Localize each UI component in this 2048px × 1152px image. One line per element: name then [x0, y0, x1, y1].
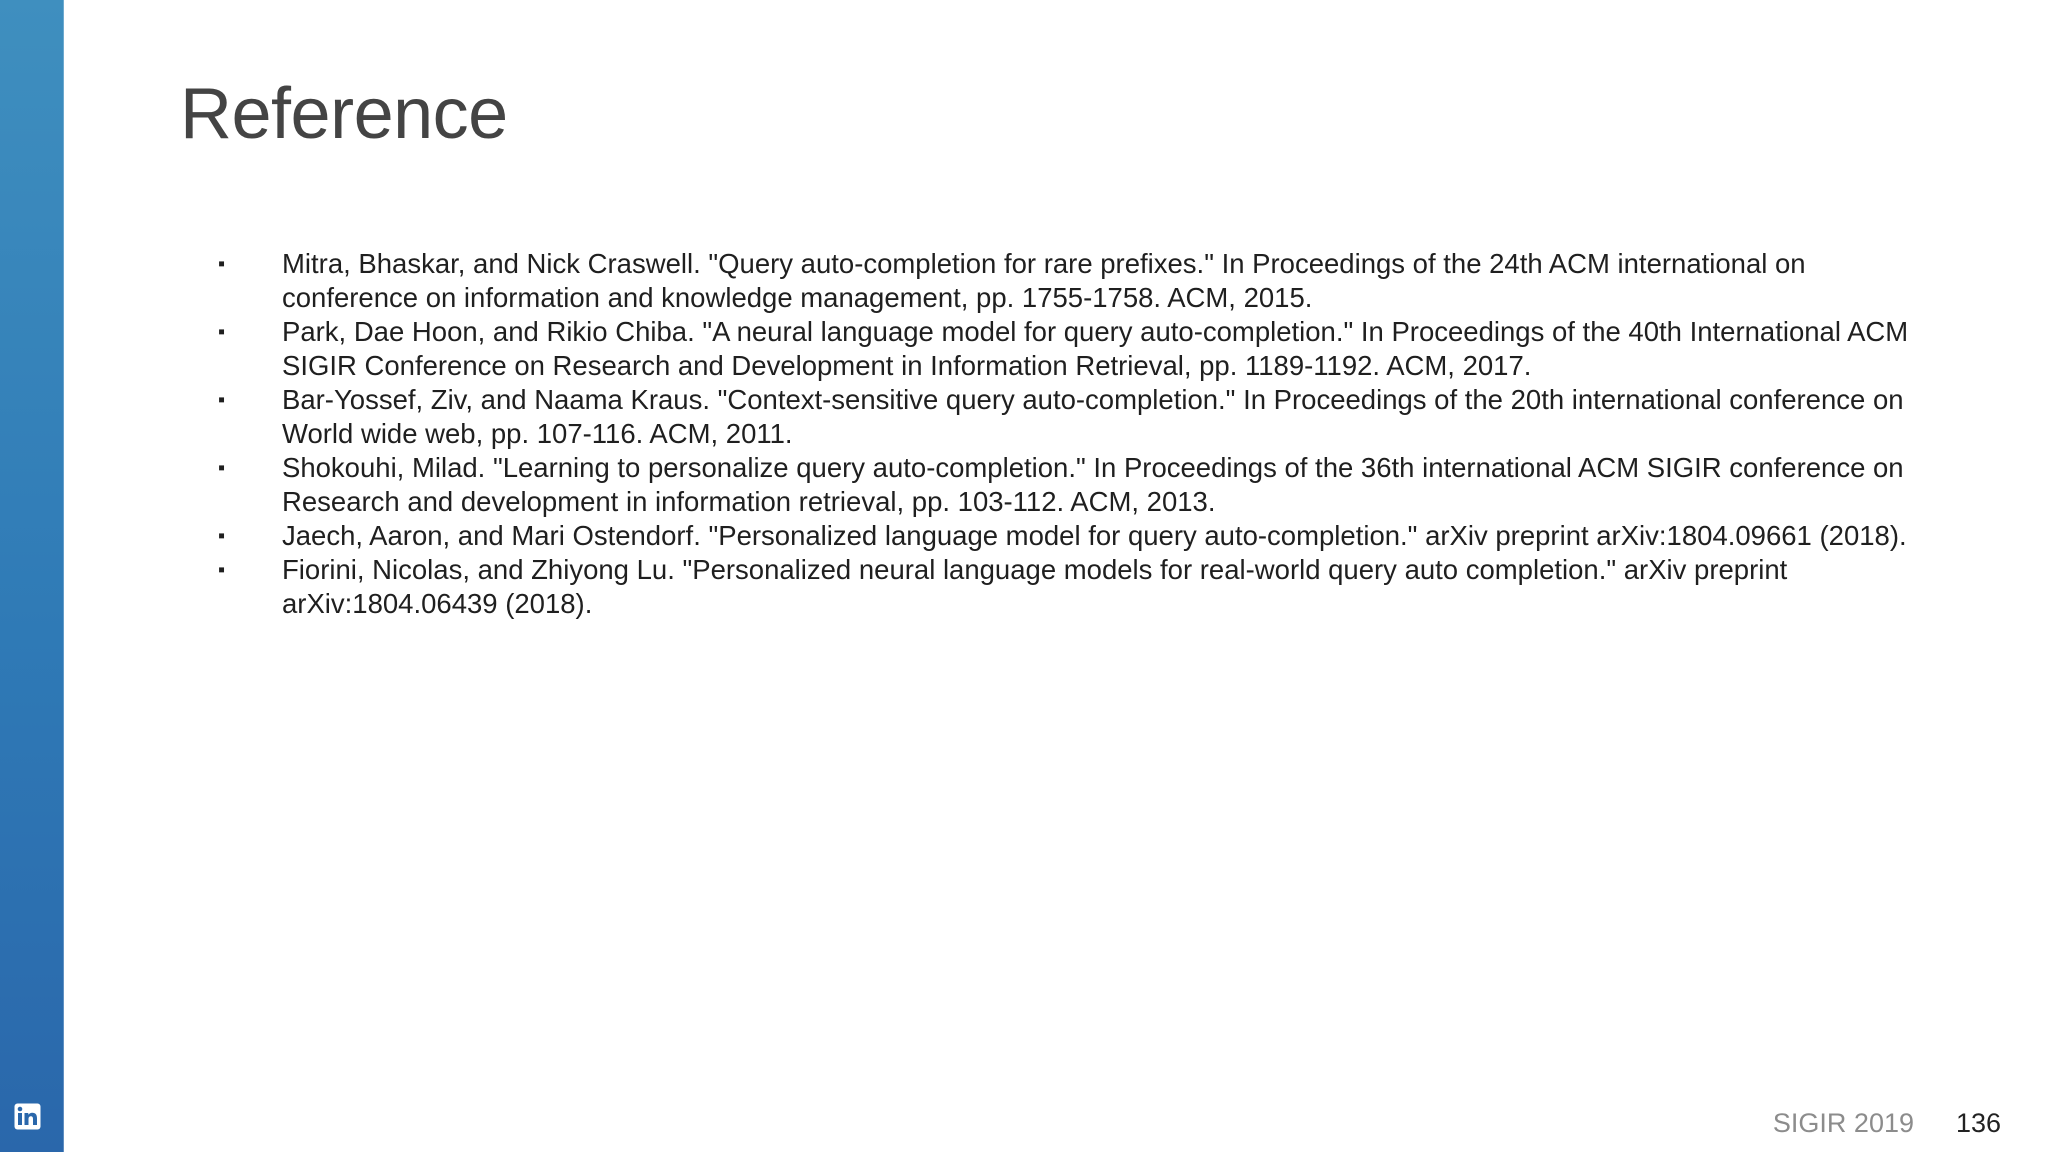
bullet-icon: ▪ [218, 525, 226, 547]
reference-item [210, 315, 1930, 383]
reference-text: Bar-Yossef, Ziv, and Naama Kraus. "Context-sensitive query auto-completion." In Proceedings of the 20th international conference on World wide web, pp. 107-116. ACM, 2011. [282, 384, 1904, 449]
reference-text: Mitra, Bhaskar, and Nick Craswell. "Query auto-completion for rare prefixes." In Proceedings of the 24th ACM international on conference on information and knowledge management, pp. 1755-1758. ACM, 2015. [282, 248, 1806, 313]
reference-item [210, 553, 1930, 621]
reference-text: Fiorini, Nicolas, and Zhiyong Lu. "Personalized neural language models for real-world query auto completion." arXiv preprint arXiv:1804.06439 (2018). [282, 554, 1788, 619]
reference-item [210, 519, 1930, 553]
reference-item [210, 383, 1930, 451]
bullet-icon: ▪ [218, 559, 226, 581]
bullet-icon: ▪ [218, 457, 226, 479]
sidebar-stripe [0, 0, 64, 1152]
reference-text: Park, Dae Hoon, and Rikio Chiba. "A neural language model for query auto-completion." In Proceedings of the 40th International ACM SIGIR Conference on Research and Development in Information Retrieval, pp. 1189-1192. ACM, 2017. [282, 316, 1909, 381]
bullet-icon: ▪ [218, 253, 226, 275]
page-number: 136 [1955, 1108, 2001, 1138]
reference-text: Shokouhi, Milad. "Learning to personalize query auto-completion." In Proceedings of the 36th international ACM SIGIR conference on Research and development in information retrieval, pp. 103-112. ACM, 2013. [282, 452, 1904, 517]
reference-item [210, 451, 1930, 519]
reference-text: Jaech, Aaron, and Mari Ostendorf. "Personalized language model for query auto-completion." arXiv preprint arXiv:1804.09661 (2018). [282, 520, 1907, 551]
reference-list [210, 247, 1930, 621]
reference-item [210, 247, 1930, 315]
bullet-icon: ▪ [218, 389, 226, 411]
slide-title: Reference [180, 74, 508, 154]
linkedin-icon [14, 1103, 41, 1130]
bullet-icon: ▪ [218, 321, 226, 343]
footer-conference: SIGIR 2019 [1772, 1108, 1914, 1138]
